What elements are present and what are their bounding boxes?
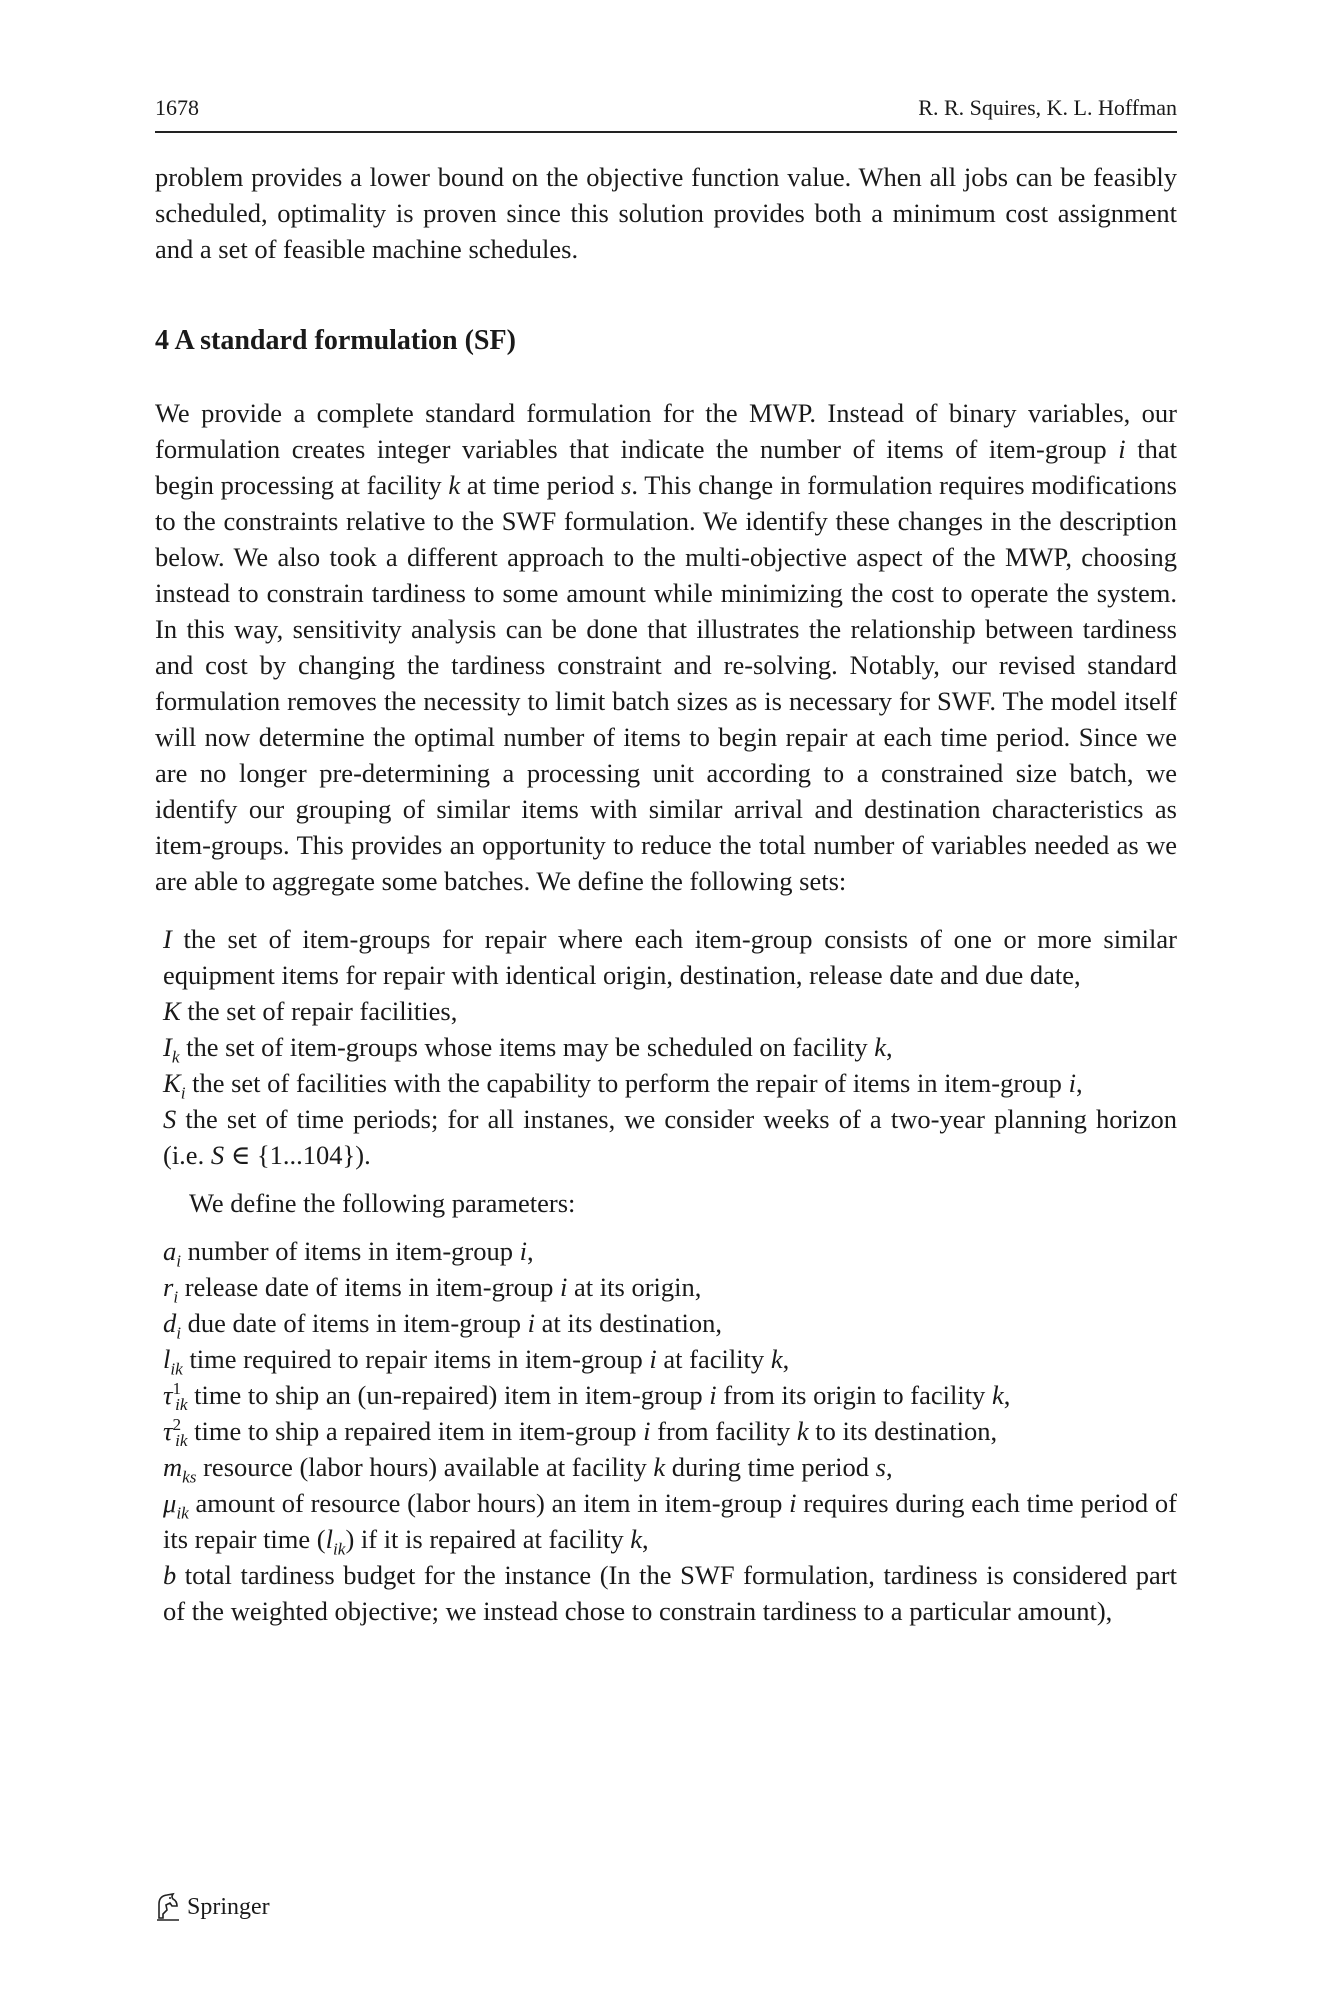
math-subscript: ks [182, 1467, 197, 1487]
math-symbol: m [163, 1452, 183, 1482]
parameter-definition [163, 1413, 1177, 1449]
math-symbol: τ [163, 1416, 173, 1446]
math-var: k [770, 1344, 783, 1374]
math-var: k [796, 1416, 809, 1446]
set-definition [163, 1029, 1177, 1065]
parameter-definition [163, 1269, 1177, 1305]
math-superscript: 2 [172, 1415, 182, 1435]
math-subscript: ik [170, 1359, 183, 1379]
math-var: i [649, 1344, 657, 1374]
params-intro: We define the following parameters: [189, 1188, 576, 1218]
definition-text: ∈ {1...104}). [224, 1140, 371, 1170]
definition-text: , [526, 1236, 534, 1266]
definition-text: total tardiness budget for the instance (In the SWF formulation, tardiness is considered part of the weighted objective; we instead chose to constrain tardiness to a particular amount), [163, 1560, 1177, 1626]
math-var: i [789, 1488, 797, 1518]
math-var: k [630, 1524, 642, 1554]
definition-text: the set of item-groups whose items may be scheduled on facility [179, 1032, 875, 1062]
math-var: k [991, 1380, 1004, 1410]
math-var: k [653, 1452, 666, 1482]
math-var: k [448, 470, 461, 500]
parameter-definition [163, 1305, 1177, 1341]
definition-text: the set of repair facilities, [180, 996, 458, 1026]
parameter-definition [163, 1377, 1177, 1413]
math-var: i [1118, 434, 1126, 464]
page-number: 1678 [155, 95, 199, 120]
main-paragraph [155, 395, 1177, 899]
parameter-definition [163, 1449, 1177, 1485]
definition-text: , [1075, 1068, 1083, 1098]
definition-text: , [885, 1032, 893, 1062]
set-definition [163, 1101, 1177, 1173]
definition-text: to its destination, [808, 1416, 998, 1446]
parameter-definition [163, 1557, 1177, 1629]
definition-text: , [886, 1452, 893, 1482]
definition-text: requires during each time period of its repair time ( [163, 1488, 1177, 1554]
math-var: i [709, 1380, 717, 1410]
math-symbol: I [163, 924, 172, 954]
springer-horse-icon [155, 1892, 181, 1922]
math-symbol: K [163, 1068, 181, 1098]
definition-text: ) if it is repaired at facility [345, 1524, 631, 1554]
definition-text: , [641, 1524, 649, 1554]
sets-list [155, 921, 1177, 1173]
math-symbol: l [325, 1524, 333, 1554]
text-run: We provide a complete standard formulation for the MWP. Instead of binary variables, our formulation creates integer variables that indicate the number of items of item-group [155, 398, 1177, 464]
math-symbol: r [163, 1272, 174, 1302]
definition-text: during time period [665, 1452, 876, 1482]
math-var: s [621, 470, 632, 500]
parameter-definition [163, 1233, 1177, 1269]
set-definition [163, 993, 1177, 1029]
math-symbol: τ [163, 1380, 173, 1410]
definition-text: from its origin to facility [716, 1380, 992, 1410]
math-subscript: ik [176, 1503, 189, 1523]
definition-text: time to ship a repaired item in item-group [187, 1416, 644, 1446]
math-var: s [875, 1452, 886, 1482]
definition-text: amount of resource (labor hours) an item in item-group [188, 1488, 790, 1518]
running-header [155, 95, 1177, 133]
set-definition [163, 921, 1177, 993]
section-heading: 4 A standard formulation (SF) [155, 325, 516, 356]
definition-text: at its destination, [535, 1308, 722, 1338]
math-subscript: ik [333, 1539, 346, 1559]
definition-text: due date of items in item-group [181, 1308, 528, 1338]
definition-text: the set of item-groups for repair where each item-group consists of one or more similar equipment items for repair with identical origin, destination, release date and due date, [163, 924, 1177, 990]
page [155, 95, 1177, 1629]
publisher-name: Springer [187, 1893, 270, 1920]
definition-text: the set of time periods; for all instanes, we consider weeks of a two-year planning horizon (i.e. [163, 1104, 1177, 1170]
definition-text: at facility [656, 1344, 771, 1374]
math-symbol: μ [163, 1488, 177, 1518]
definition-text: from facility [650, 1416, 797, 1446]
math-symbol: l [163, 1344, 171, 1374]
definition-text: at its origin, [567, 1272, 702, 1302]
math-var: i [560, 1272, 568, 1302]
math-subscript: ik [175, 1395, 188, 1415]
math-subscript: i [176, 1323, 182, 1343]
parameter-definition [163, 1341, 1177, 1377]
definition-text: resource (labor hours) available at facility [196, 1452, 654, 1482]
definition-text: time required to repair items in item-group [182, 1344, 650, 1374]
math-symbol: I [163, 1032, 172, 1062]
math-symbol: S [163, 1104, 177, 1134]
math-var: S [210, 1140, 225, 1170]
math-subscript: i [173, 1287, 179, 1307]
set-definition [163, 1065, 1177, 1101]
page-footer [155, 1892, 270, 1922]
math-var: i [1068, 1068, 1076, 1098]
definition-text: release date of items in item-group [178, 1272, 561, 1302]
text-run: . This change in formulation requires modifications to the constraints relative to the SWF formulation. We identify these changes in the description below. We also took a different approach to the multi-objective aspect of the MWP, choosing instead to constrain tardiness to some amount while minimizing the cost to operate the system. In this way, sensitivity analysis can be done that illustrates the relationship between tardiness and cost by changing the tardiness constraint and re-solving. Notably, our revised standard formulation removes the necessity to limit batch sizes as is necessary for SWF. The model itself will now determine the optimal number of items to begin repair at each time period. Since we are no longer pre-determining a processing unit according to a constrained size batch, we identify our grouping of similar items with similar arrival and destination characteristics as item-groups. This provides an opportunity to reduce the total number of variables needed as we are able to aggregate some batches. We define the following sets: [155, 470, 1177, 896]
parameter-definition [163, 1485, 1177, 1557]
math-symbol: a [163, 1236, 177, 1266]
math-symbol: d [163, 1308, 177, 1338]
math-subscript: i [180, 1083, 186, 1103]
intro-paragraph: problem provides a lower bound on the objective function value. When all jobs can be feasibly scheduled, optimality is proven since this solution provides both a minimum cost assignment and a set of feasible machine schedules. [155, 162, 1177, 264]
math-var: i [519, 1236, 527, 1266]
math-var: i [643, 1416, 651, 1446]
parameters-list [155, 1233, 1177, 1629]
definition-text: , [1003, 1380, 1011, 1410]
definition-text: , [782, 1344, 790, 1374]
running-authors: R. R. Squires, K. L. Hoffman [918, 95, 1177, 120]
math-subscript: ik [175, 1431, 188, 1451]
definition-text: time to ship an (un-repaired) item in item-group [187, 1380, 710, 1410]
math-var: i [527, 1308, 536, 1338]
text-run: that begin processing at facility [155, 434, 1177, 500]
definition-text: the set of facilities with the capability to perform the repair of items in item-group [185, 1068, 1069, 1098]
math-symbol: K [163, 996, 181, 1026]
math-superscript: 1 [172, 1379, 182, 1399]
math-var: k [874, 1032, 886, 1062]
math-subscript: k [171, 1047, 180, 1067]
math-symbol: b [163, 1560, 177, 1590]
math-subscript: i [176, 1251, 182, 1271]
text-run: at time period [460, 470, 622, 500]
definition-text: number of items in item-group [181, 1236, 520, 1266]
